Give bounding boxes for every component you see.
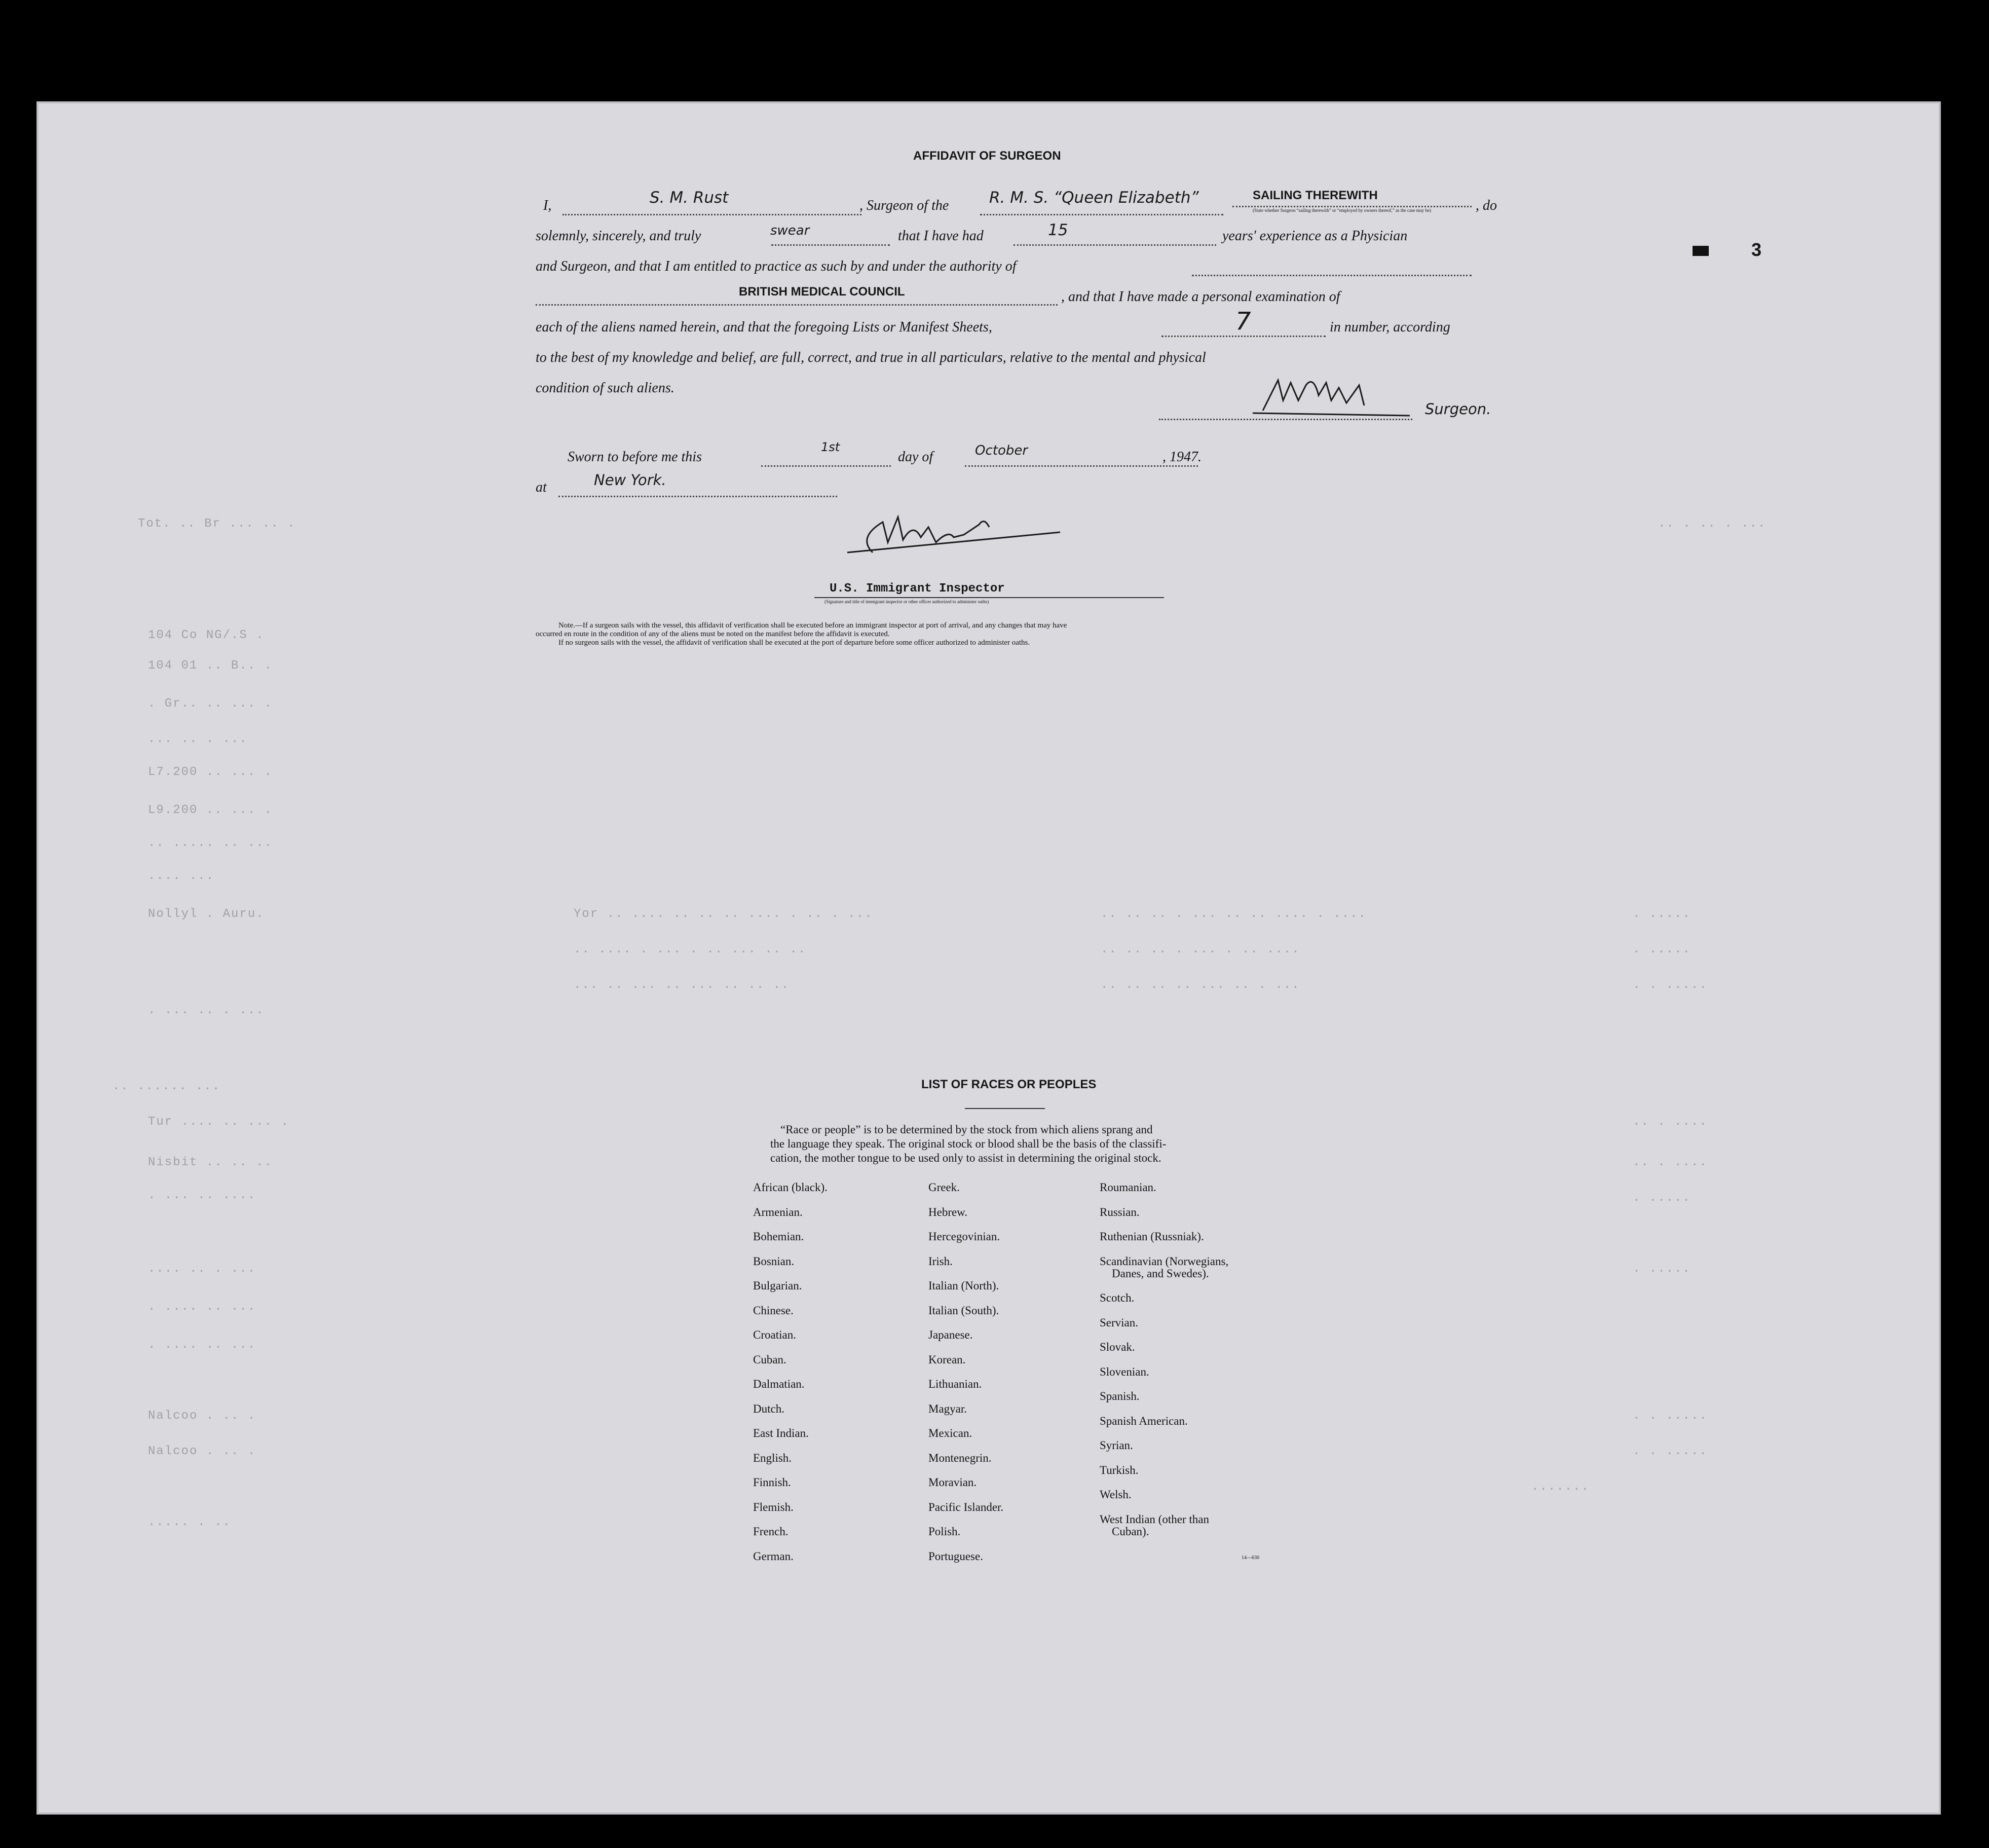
years-experience: 15 (1048, 221, 1068, 239)
race-item: Syrian. (1100, 1439, 1133, 1452)
blank-line (1192, 275, 1472, 276)
race-item: English. (753, 1452, 792, 1464)
affidavit-title: AFFIDAVIT OF SURGEON (913, 149, 1061, 163)
affidavit-note: occurred en route in the condition of any of the aliens must be noted on the manifest before the affidavit is executed. (536, 630, 890, 638)
races-title-rule (965, 1108, 1045, 1109)
affidavit-note: If no surgeon sails with the vessel, the affidavit of verification shall be executed at the port of departure before some officer authorized to administer oaths. (558, 639, 1030, 647)
sheets-count: 7 (1235, 307, 1251, 336)
affidavit-text: , Surgeon of the (859, 198, 949, 213)
affidavit-text: in number, according (1330, 319, 1450, 335)
page-number: 3 (1751, 239, 1762, 260)
blank-line (761, 465, 891, 467)
sworn-month: October (975, 443, 1028, 458)
race-item: Polish. (928, 1525, 961, 1538)
race-item: Flemish. (753, 1501, 794, 1513)
inspector-signature (827, 502, 1070, 563)
races-intro: cation, the mother tongue to be used only to assist in determining the original stock. (770, 1152, 1161, 1164)
race-item: Bosnian. (753, 1255, 795, 1268)
affidavit-text: at (536, 479, 547, 495)
sworn-day: 1st (821, 440, 840, 454)
races-title: LIST OF RACES OR PEOPLES (921, 1078, 1097, 1091)
race-item: Mexican. (928, 1427, 972, 1439)
oath-word: swear (770, 223, 810, 238)
races-intro: the language they speak. The original stock or blood shall be the basis of the classifi- (770, 1137, 1167, 1150)
surgeon-name: S. M. Rust (650, 189, 729, 207)
inspector-title: U.S. Immigrant Inspector (830, 582, 1005, 596)
race-item: Hebrew. (928, 1206, 968, 1218)
affidavit-text: day of (898, 449, 933, 465)
affidavit-text: Sworn to before me this (568, 449, 702, 465)
race-item: Irish. (928, 1255, 953, 1268)
race-item: Slovak. (1100, 1341, 1135, 1353)
signature-rule (814, 597, 1164, 598)
sailing-note: (State whether Surgeon “sailing therewith” or “employed by owners thereof,” as the case may be) (1253, 208, 1431, 213)
affidavit-text: each of the aliens named herein, and that the foregoing Lists or Manifest Sheets, (536, 319, 992, 335)
race-item: Scandinavian (Norwegians, (1100, 1255, 1229, 1268)
race-item: Italian (North). (928, 1279, 999, 1292)
race-item: Roumanian. (1100, 1181, 1156, 1194)
race-item: Lithuanian. (928, 1378, 982, 1390)
ship-name: R. M. S. “Queen Elizabeth” (989, 189, 1199, 207)
blank-line (1232, 206, 1472, 207)
race-item: Korean. (928, 1353, 966, 1366)
race-item: Japanese. (928, 1328, 973, 1341)
race-item: African (black). (753, 1181, 828, 1194)
race-item: Slovenian. (1100, 1365, 1149, 1378)
race-item: Cuban). (1112, 1525, 1149, 1538)
affidavit-text: I, (543, 198, 552, 213)
race-item: French. (753, 1525, 789, 1538)
affidavit-text: , do (1476, 198, 1497, 213)
race-item: Bulgarian. (753, 1279, 802, 1292)
race-item: West Indian (other than (1100, 1513, 1209, 1526)
affidavit-text: condition of such aliens. (536, 380, 674, 396)
page-mark (1693, 246, 1709, 256)
sworn-place: New York. (594, 471, 666, 489)
race-item: Finnish. (753, 1476, 791, 1489)
blank-line (771, 244, 890, 246)
race-item: Greek. (928, 1181, 960, 1194)
race-item: Danes, and Swedes). (1112, 1267, 1209, 1280)
blank-line (536, 304, 1058, 306)
inspector-caption: (Signature and title of immigrant inspector or other officer authorized to administer oaths) (824, 599, 989, 604)
races-intro: “Race or people” is to be determined by the stock from which aliens sprang and (780, 1123, 1153, 1136)
blank-line (1159, 419, 1412, 420)
race-item: Dutch. (753, 1402, 784, 1415)
race-item: Russian. (1100, 1206, 1140, 1218)
surgeon-title: Surgeon. (1425, 400, 1491, 418)
manifest-sheet: Tot. .. Br ... .. . 104 Co NG/.S . 104 01 .. B.. . . Gr.. .. ... . ... .. . ... L7.200 .. ... . L9.200 .. ... . .. ..... .. ... .... ... Nollyl . Auru. . ... .. . ... .. ...... ... Tur .... .. ... . Nisbit .. .. .. . ... .. .... .... .. . ... . .... .. ... . .... .. ... Nalcoo . .. . Nalcoo . .. . ..... . .. Yor .. .... .. .. .. .... . .. . ... .. .... . ... . .. ... .. .. ... .. ... .. ... .. .. .. .. .. .. . ... .. .. .... . .... .. .. .. . ... . .. .... .. .. .. .. ... .. . ... .. . .. . ... . ..... . ..... . . ..... .. . .... .. . .... . ..... . ..... . . ..... . . ..... ....... 3 AFFIDAVIT OF SURGEON I, S. M. Rust , Surgeon of the R. M. S. “Queen Elizabeth” SAILING THEREWITH (State whether Surgeon “sailing therewith” or “employed by owners thereof,” as the case may be) , do solemnly, sincerely, and truly swear that I have had 15 years' experience as a Physician and Surgeon, and that I am entitled to practice as such by and under the authority of BRITISH MEDICAL COUNCIL , and that I have made a personal examination of each of the aliens named herein, and that the foregoing Lists or Manifest Sheets, 7 in number, according to the best of my knowledge and belief, are full, correct, and true in all particulars, relative to the mental and physical condition of such aliens. Surgeon. Sworn to before me this 1st day of October , 1947. at New York. U.S. Immigrant Inspector (Signature and title of immigrant inspector or other officer authorized to administer oaths) Note.—If a surgeon sails with the vessel, this affidavit of verification shall be executed before an immigrant inspector at port of arrival, and any changes that may have occurred en route in the condition of any of the aliens must be noted on the manifest before the affidavit is executed. If no surgeon sails with the vessel, the affidavit of verification shall be executed at the port of departure before some officer authorized to administer oaths. LIST OF RACES OR PEOPLES “Race or people” is to be determined by the stock from which aliens sprang and the language they speak. The original stock or blood shall be the basis of the classifi- cation, the mother tongue to be used only to assist in determining the original stock. African (black). Armenian. Bohemian. Bosnian. Bulgarian. Chinese. Croatian. Cuban. Dalmatian. Dutch. East Indian. English. Finnish. Flemish. French. German. Greek. Hebrew. Hercegovinian. Irish. Italian (North). Italian (South). Japanese. Korean. Lithuanian. Magyar. Mexican. Montenegrin. Moravian. Pacific Islander. Polish. Portuguese. Roumanian. Russian. Ruthenian (Russniak). Scandinavian (Norwegians, Danes, and Swedes). Scotch. Servian. Slovak. Slovenian. Spanish. Spanish American. Syrian. Turkish. Welsh. West Indian (other than Cuban). 14—630 (36, 101, 1941, 1815)
race-item: German. (753, 1550, 794, 1563)
race-item: Dalmatian. (753, 1378, 805, 1390)
race-item: Italian (South). (928, 1304, 999, 1317)
affidavit-note: Note.—If a surgeon sails with the vessel, this affidavit of verification shall be executed before an immigrant inspector at port of arrival, and any changes that may have (558, 621, 1067, 630)
race-item: Hercegovinian. (928, 1230, 1000, 1243)
race-item: Cuban. (753, 1353, 786, 1366)
affidavit-text: that I have had (898, 228, 984, 244)
race-item: Spanish. (1100, 1390, 1140, 1402)
race-item: Servian. (1100, 1316, 1139, 1329)
licensing-authority: BRITISH MEDICAL COUNCIL (739, 285, 905, 299)
affidavit-text: and Surgeon, and that I am entitled to practice as such by and under the authority of (536, 258, 1017, 274)
race-item: Bohemian. (753, 1230, 804, 1243)
race-item: Montenegrin. (928, 1452, 992, 1464)
blank-line (562, 214, 861, 215)
affidavit-text: solemnly, sincerely, and truly (536, 228, 701, 244)
blank-line (558, 496, 837, 497)
race-item: Pacific Islander. (928, 1501, 1004, 1513)
blank-line (980, 214, 1223, 215)
race-item: Ruthenian (Russniak). (1100, 1230, 1204, 1243)
race-item: Chinese. (753, 1304, 794, 1317)
race-item: Welsh. (1100, 1488, 1132, 1501)
blank-line (1014, 244, 1216, 246)
race-item: Spanish American. (1100, 1415, 1188, 1427)
affidavit-text: years' experience as a Physician (1222, 228, 1408, 244)
race-item: Scotch. (1100, 1291, 1135, 1304)
race-item: Magyar. (928, 1402, 967, 1415)
blank-line (1161, 336, 1326, 337)
affidavit-text: , and that I have made a personal examination of (1061, 289, 1340, 305)
race-item: Croatian. (753, 1328, 796, 1341)
affidavit-text: to the best of my knowledge and belief, are full, correct, and true in all particulars, relative to the mental and physical (536, 350, 1206, 365)
form-number: 14—630 (1242, 1555, 1259, 1561)
surgeon-signature (1243, 365, 1425, 421)
sailing-status: SAILING THEREWITH (1253, 189, 1378, 202)
sworn-year: , 1947. (1162, 449, 1202, 465)
race-item: Armenian. (753, 1206, 803, 1218)
race-item: Portuguese. (928, 1550, 983, 1563)
race-item: Moravian. (928, 1476, 977, 1489)
race-item: East Indian. (753, 1427, 809, 1439)
race-item: Turkish. (1100, 1464, 1139, 1476)
blank-line (965, 465, 1198, 467)
